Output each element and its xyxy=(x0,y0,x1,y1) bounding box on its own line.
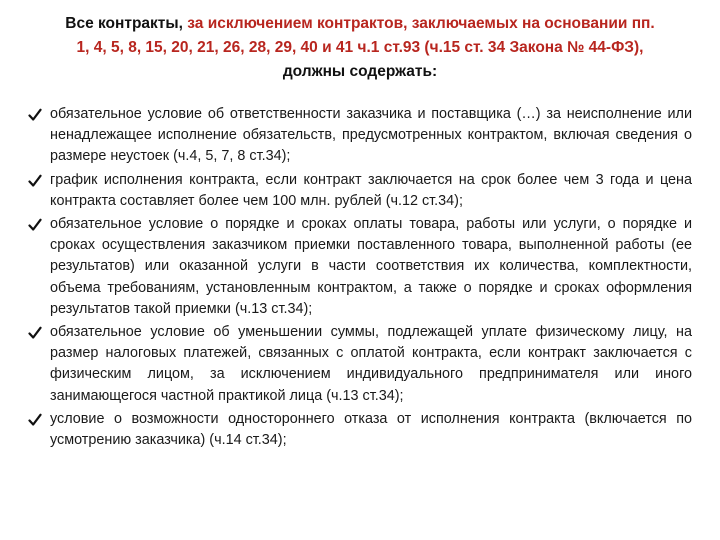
list-item-text: условие о возможности одностороннего отказа от исполнения контракта (включается по усмотрению заказчика) (ч.14 ст.34); xyxy=(50,410,692,449)
checkmark-icon xyxy=(28,218,42,232)
checkmark-icon xyxy=(28,174,42,188)
list-item xyxy=(28,409,692,451)
title-intro: Все контракты, xyxy=(65,15,188,32)
title-exceptions: за исключением контрактов, заключаемых на основании пп. 1, 4, 5, 8, 15, 20, 21, 26, 28, 29, 40 и 41 ч.1 ст.93 (ч.15 ст. 34 Закона № 44-ФЗ), xyxy=(76,15,655,56)
list-item xyxy=(28,104,692,168)
list-item xyxy=(28,322,692,407)
list-item-text: обязательное условие о порядке и сроках оплаты товара, работы или услуги, о порядке и сроках осуществления заказчиком приемки поставленного товара, выполненной работы (ее результатов) или оказанной услуги в части соответствия их количества, комплектности, объема требованиям, установленным контрактом, а также о порядке и сроках оформления результатов такой приемки (ч.13 ст.34); xyxy=(50,216,692,317)
list-item-text: график исполнения контракта, если контракт заключается на срок более чем 3 года и цена контракта составляет более чем 100 млн. рублей (ч.12 ст.34); xyxy=(50,171,692,209)
list-item-text: обязательное условие об ответственности заказчика и поставщика (…) за неисполнение или ненадлежащее исполнение обязательств, предусмотренных контрактом, включая сведения о размере неустоек (ч.4, 5, 7, 8 ст.34); xyxy=(50,106,692,165)
title-ending: должны содержать: xyxy=(282,63,438,80)
requirements-list xyxy=(28,104,692,453)
list-item xyxy=(28,170,692,212)
checkmark-icon xyxy=(28,326,42,340)
list-item-text: обязательное условие об уменьшении суммы, подлежащей уплате физическому лицу, на размер налоговых платежей, связанных с оплатой контракта, если контракт заключается с физическим лицом, за исключением индивидуального предпринимателя или иного занимающегося частной практикой лица (ч.13 ст.34); xyxy=(50,324,692,404)
checkmark-icon xyxy=(28,108,42,122)
list-item xyxy=(28,214,692,320)
slide-title xyxy=(60,12,660,84)
checkmark-icon xyxy=(28,413,42,427)
